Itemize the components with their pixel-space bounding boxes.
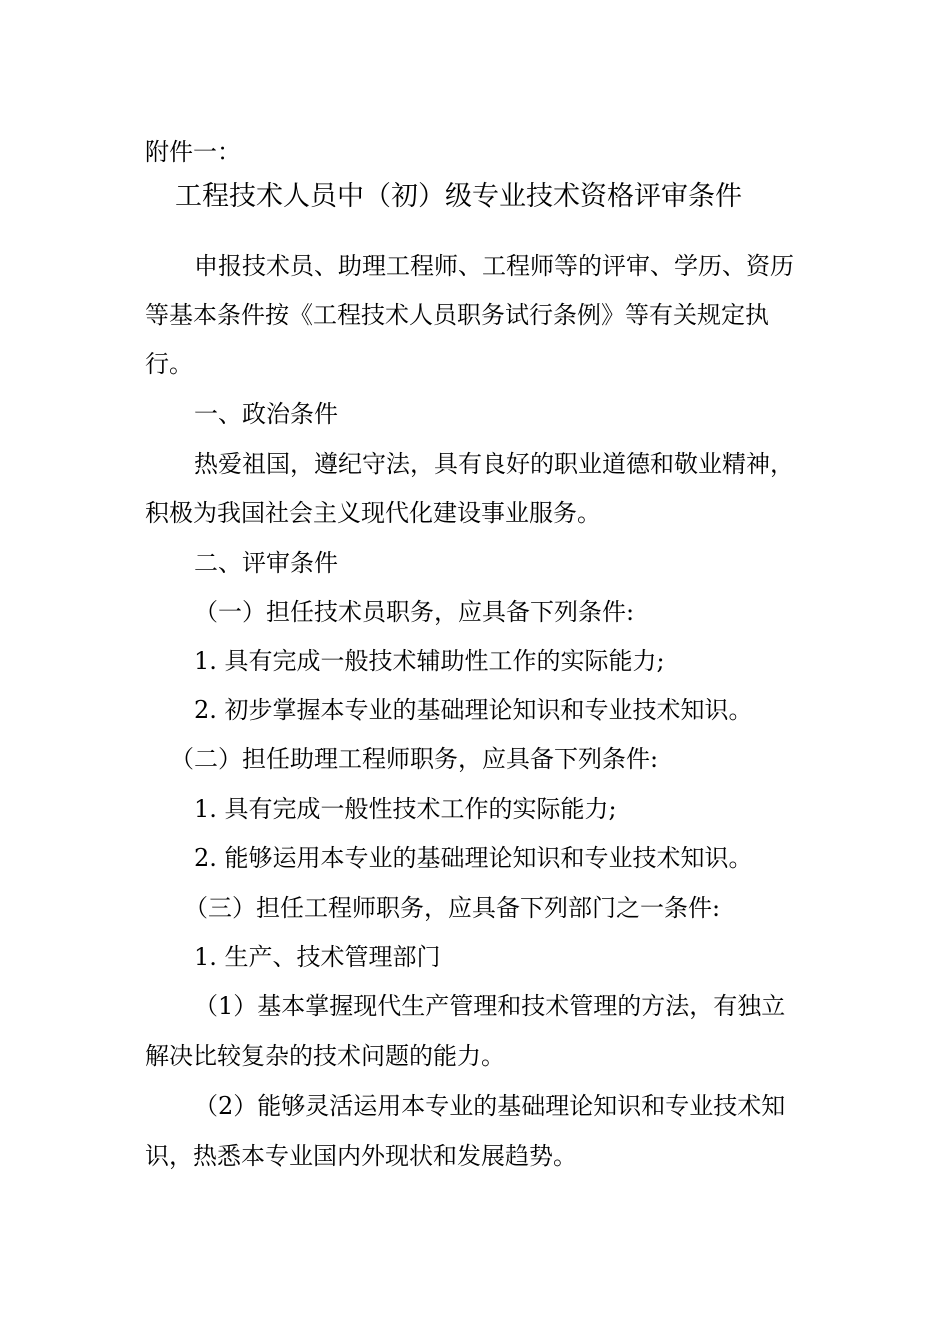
section-heading-political: 一、政治条件 bbox=[194, 400, 338, 428]
subsection-heading: （二）担任助理工程师职务，应具备下列条件: bbox=[170, 745, 659, 773]
paragraph-line: 解决比较复杂的技术问题的能力。 bbox=[145, 1042, 505, 1070]
document-title: 工程技术人员中（初）级专业技术资格评审条件 bbox=[175, 181, 742, 212]
intro-line: 等基本条件按《工程技术人员职务试行条例》等有关规定执 bbox=[145, 301, 769, 329]
subsection-heading: （一）担任技术员职务，应具备下列条件: bbox=[194, 598, 635, 626]
subsection-heading: （三）担任工程师职务，应具备下列部门之一条件: bbox=[184, 894, 721, 922]
paragraph-line: （2）能够灵活运用本专业的基础理论知识和专业技术知 bbox=[194, 1092, 786, 1120]
list-item: 1. 具有完成一般技术辅助性工作的实际能力; bbox=[194, 647, 665, 675]
list-item: 2. 能够运用本专业的基础理论知识和专业技术知识。 bbox=[194, 844, 753, 872]
intro-line: 申报技术员、助理工程师、工程师等的评审、学历、资历 bbox=[194, 252, 794, 280]
list-item: 1. 生产、技术管理部门 bbox=[194, 943, 441, 971]
paragraph-line: （1）基本掌握现代生产管理和技术管理的方法，有独立 bbox=[194, 992, 786, 1020]
attachment-label: 附件一： bbox=[145, 138, 241, 166]
section-body-line: 热爱祖国，遵纪守法，具有良好的职业道德和敬业精神， bbox=[194, 450, 794, 478]
paragraph-line: 识，热悉本专业国内外现状和发展趋势。 bbox=[145, 1142, 577, 1170]
list-item: 2. 初步掌握本专业的基础理论知识和专业技术知识。 bbox=[194, 696, 753, 724]
intro-line: 行。 bbox=[145, 350, 193, 378]
list-item: 1. 具有完成一般性技术工作的实际能力; bbox=[194, 795, 617, 823]
section-body-line: 积极为我国社会主义现代化建设事业服务。 bbox=[145, 499, 601, 527]
section-heading-review: 二、评审条件 bbox=[194, 549, 338, 577]
